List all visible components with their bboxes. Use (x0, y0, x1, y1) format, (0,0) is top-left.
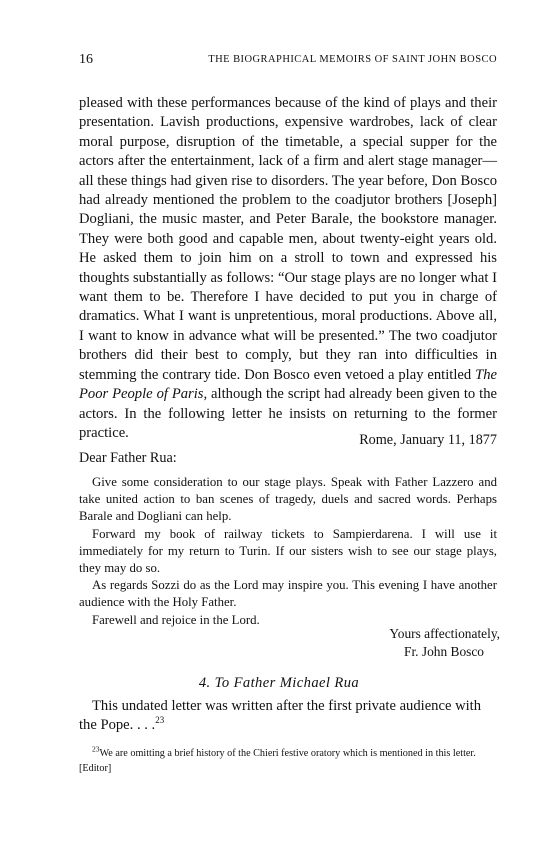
letter-closing (389, 625, 500, 660)
section-title: 4. To Father Michael Rua (198, 675, 360, 691)
letter-paragraph: As regards Sozzi do as the Lord may inspire you. This evening I have another audience with the Holy Father. (79, 578, 497, 610)
body-text-part-1: pleased with these performances because of the kind of plays and their presentation. Lavish productions, expensive wardrobes, lack of clear moral purpose, disruption of the timetable, a special supper for the actors after the entertainment, lack of a firm and alert stage manager—all these things had given rise to disorders. The year before, Don Bosco had already mentioned the problem to the coadjutor brothers [Joseph] Dogliani, the music master, and Peter Barale, the bookstore manager. They were both good and capable men, about twenty-eight years old. He asked them to join him on a stroll to town and expressed his thoughts substantially as follows: “Our stage plays are no longer what I want them to be. Therefore I have decided to put you in charge of dramatics. What I want is unpretentious, moral productions. Above all, I want to know in advance what will be presented.” The two coadjutor brothers did their best to comply, but they ran into difficulties in stemming the contrary tide. Don Bosco even vetoed a play entitled (79, 95, 497, 383)
page-number: 16 (79, 52, 93, 67)
footnote-text: We are omitting a brief history of the Chieri festive oratory which is mentioned in this letter. [Editor] (79, 748, 476, 774)
running-title: THE BIOGRAPHICAL MEMOIRS OF SAINT JOHN BOSCO (208, 54, 497, 65)
signature: Fr. John Bosco (404, 643, 484, 659)
section-intro (79, 697, 497, 736)
closing-phrase: Yours affectionately, (389, 626, 500, 641)
letter-paragraph: Give some consideration to our stage plays. Speak with Father Lazzero and take united action to ban scenes of tragedy, duels and sacred words. Perhaps Barale and Dogliani can help. (79, 475, 497, 524)
letter-paragraph: Farewell and rejoice in the Lord. (92, 612, 260, 627)
letter-paragraph: Forward my book of railway tickets to Sampierdarena. I will use it immediately for my return to Turin. If our sisters wish to see our stage plays, they may do so. (79, 526, 497, 576)
footnote-reference: 23 (155, 715, 165, 726)
footnote-mark: 23 (92, 744, 100, 754)
letter-body (79, 474, 497, 629)
play-title: The Poor People of Paris, (79, 366, 497, 403)
letter-salutation: Dear Father Rua: (79, 450, 177, 466)
letter-dateline: Rome, January 11, 1877 (359, 432, 497, 448)
body-text-part-2: although the script had already been given to the actors. In the following letter he insists on returning to the former practice. (79, 386, 497, 441)
body-paragraph (79, 94, 497, 443)
section-intro-text: This undated letter was written after the first private audience with the Pope. . . . (79, 698, 482, 734)
page-header (79, 52, 497, 70)
footnote (79, 744, 497, 776)
